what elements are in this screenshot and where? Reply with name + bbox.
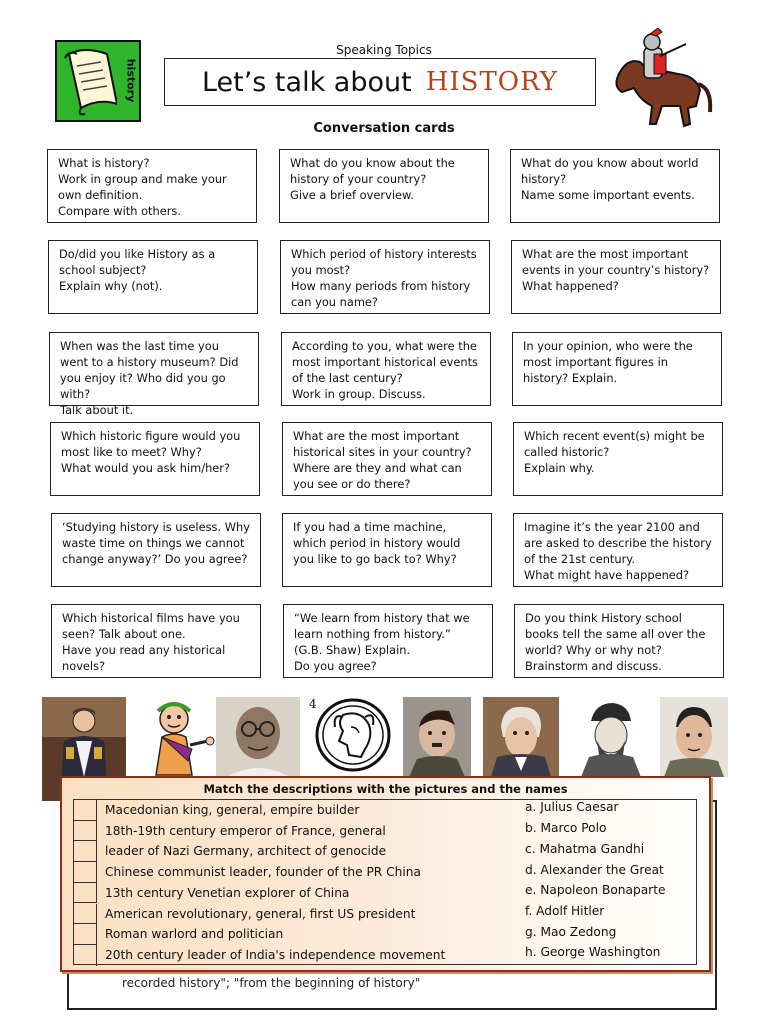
answer-box[interactable] bbox=[73, 904, 97, 925]
title-box bbox=[164, 58, 596, 106]
match-row bbox=[73, 924, 523, 945]
match-row bbox=[73, 883, 523, 904]
match-row bbox=[73, 821, 523, 842]
picture-number: 4 bbox=[309, 697, 317, 711]
match-description: Chinese communist leader, founder of the PR China bbox=[105, 865, 421, 880]
match-name: g. Mao Zedong bbox=[525, 925, 617, 939]
conversation-card: If you had a time machine, which period in history would you like to go back to? Why? bbox=[282, 513, 492, 587]
conversation-card: Do you think History school books tell the same all over the world? Why or why not? Brainstorm and discuss. bbox=[514, 604, 724, 678]
conversation-card: When was the last time you went to a history museum? Did you enjoy it? Who did you go with? Talk about it. bbox=[49, 332, 259, 406]
page-title: Let’s talk about bbox=[201, 66, 412, 98]
match-description: 13th century Venetian explorer of China bbox=[105, 885, 350, 900]
conversation-card: Which recent event(s) might be called historic? Explain why. bbox=[513, 422, 723, 496]
match-name: d. Alexander the Great bbox=[525, 863, 664, 877]
alexander-coin-picture bbox=[313, 697, 393, 773]
match-description: American revolutionary, general, first US president bbox=[105, 906, 416, 921]
portrait-washington-picture bbox=[483, 697, 559, 777]
conversation-card: Which period of history interests you most? How many periods from history can you name? bbox=[280, 240, 490, 314]
answer-box[interactable] bbox=[73, 821, 97, 842]
match-description: Macedonian king, general, empire builder bbox=[105, 803, 360, 817]
match-description: 18th-19th century emperor of France, general bbox=[105, 823, 386, 838]
answer-panel-text: recorded history"; "from the beginning of history" bbox=[122, 976, 421, 990]
conversation-card: What are the most important historical sites in your country? Where are they and what can you see or do there? bbox=[282, 422, 492, 496]
match-row bbox=[73, 862, 523, 883]
conversation-card: What do you know about world history? Name some important events. bbox=[510, 149, 720, 223]
conversation-card: According to you, what were the most important historical events of the last century? Work in group. Discuss. bbox=[281, 332, 491, 406]
conversation-card: What do you know about the history of your country? Give a brief overview. bbox=[279, 149, 489, 223]
page-subtitle: Speaking Topics bbox=[336, 43, 432, 57]
match-name: a. Julius Caesar bbox=[525, 800, 619, 814]
answer-box[interactable] bbox=[73, 862, 97, 883]
match-row bbox=[73, 904, 523, 925]
conversation-card: Imagine it’s the year 2100 and are asked to describe the history of the 21st century. What might have happened? bbox=[513, 513, 723, 587]
answer-box[interactable] bbox=[73, 945, 97, 966]
portrait-gandhi-picture bbox=[216, 697, 300, 777]
match-name: e. Napoleon Bonaparte bbox=[525, 883, 666, 897]
match-row bbox=[73, 841, 523, 862]
conversation-card: Which historic figure would you most like to meet? Why? What would you ask him/her? bbox=[50, 422, 260, 496]
cartoon-caesar-picture bbox=[132, 697, 216, 777]
match-name: c. Mahatma Gandhi bbox=[525, 842, 645, 856]
conversation-card: What are the most important events in your country’s history? What happened? bbox=[511, 240, 721, 314]
match-description: leader of Nazi Germany, architect of genocide bbox=[105, 844, 387, 859]
conversation-card: In your opinion, who were the most important figures in history? Explain. bbox=[512, 332, 722, 406]
answer-box[interactable] bbox=[73, 883, 97, 904]
match-name: f. Adolf Hitler bbox=[525, 904, 605, 918]
match-description: Roman warlord and politician bbox=[105, 927, 284, 942]
conversation-card: “We learn from history that we learn nothing from history.” (G.B. Shaw) Explain. Do you agree? bbox=[283, 604, 493, 678]
answer-box[interactable] bbox=[73, 924, 97, 945]
conversation-card: Which historical films have you seen? Talk about one. Have you read any historical novels? bbox=[51, 604, 261, 678]
match-row bbox=[73, 945, 523, 966]
portrait-marco-polo-picture bbox=[573, 697, 647, 777]
answer-box[interactable] bbox=[73, 841, 97, 862]
conversation-cards-heading: Conversation cards bbox=[313, 121, 455, 136]
conversation-card: Do/did you like History as a school subject? Explain why (not). bbox=[48, 240, 258, 314]
match-description: 20th century leader of India's independence movement bbox=[105, 947, 446, 962]
match-name: h. George Washington bbox=[525, 945, 661, 959]
conversation-card: What is history? Work in group and make your own definition. Compare with others. bbox=[47, 149, 257, 223]
portrait-hitler-picture bbox=[403, 697, 471, 777]
page-title-accent: HISTORY bbox=[425, 67, 559, 97]
answer-box[interactable] bbox=[73, 800, 97, 821]
portrait-mao-picture bbox=[660, 697, 728, 777]
match-row bbox=[73, 800, 523, 821]
match-name: b. Marco Polo bbox=[525, 821, 607, 835]
logo-label: history bbox=[124, 58, 138, 103]
matching-exercise-title: Match the descriptions with the pictures and the names bbox=[203, 782, 568, 796]
conversation-card: ‘Studying history is useless. Why waste time on things we cannot change anyway?’ Do you agree? bbox=[51, 513, 261, 587]
